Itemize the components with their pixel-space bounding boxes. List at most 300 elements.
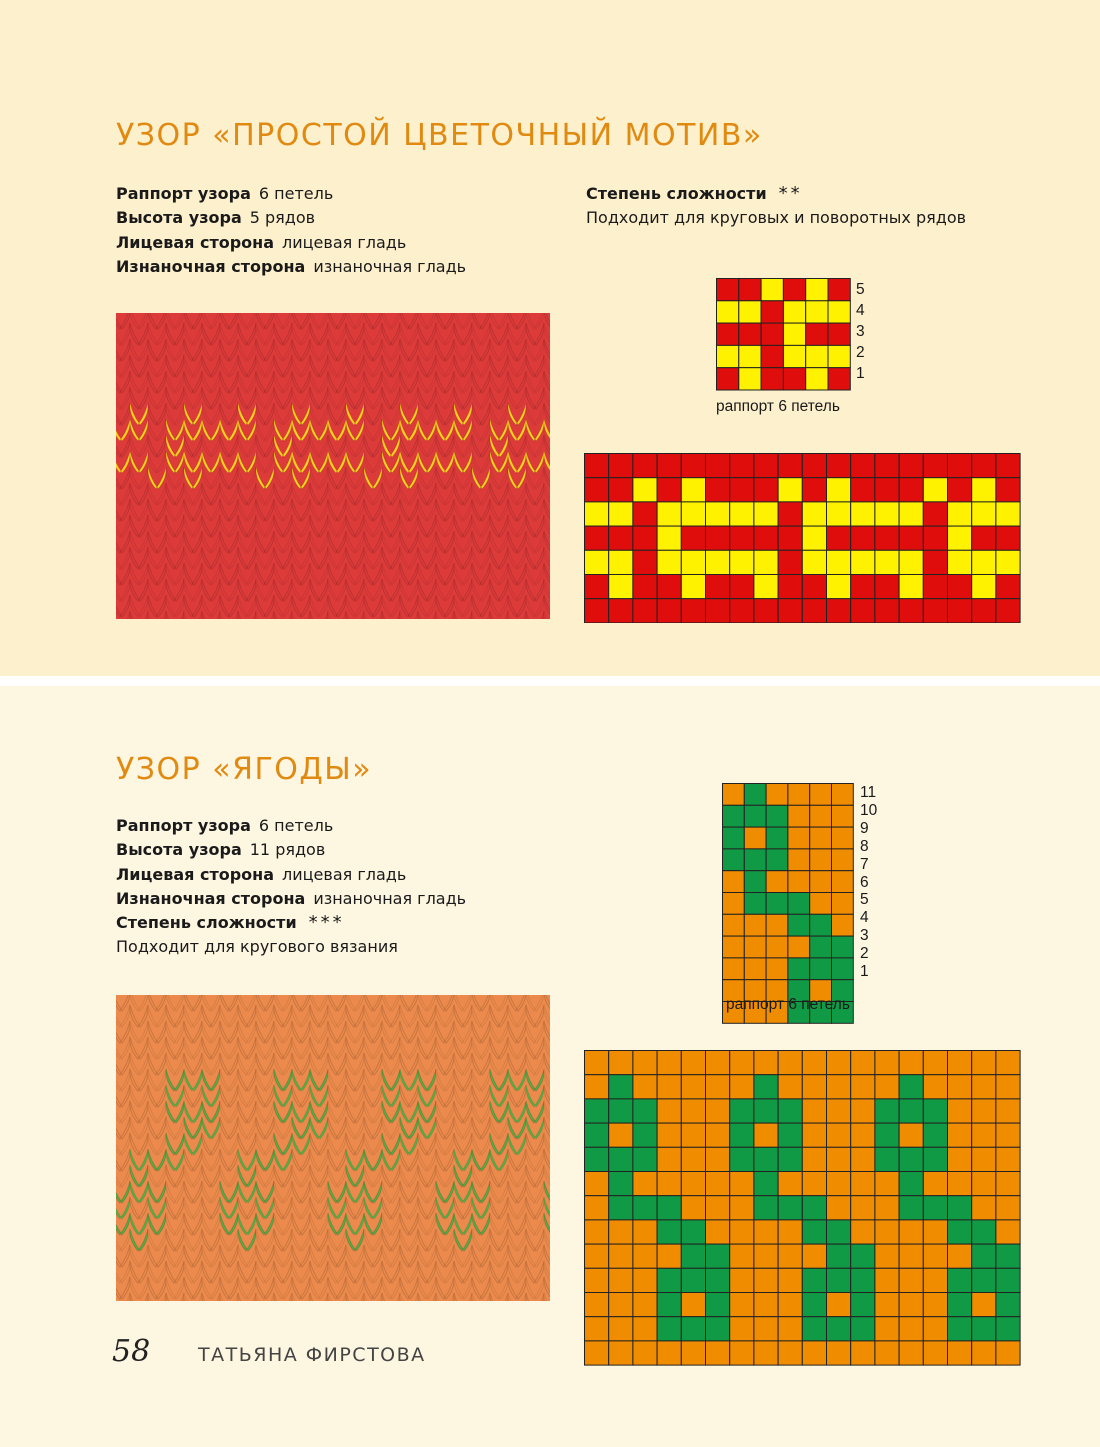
chart-cell [972,478,996,502]
chart-cell [972,1196,996,1220]
spec-value: изнаночная гладь [313,888,467,908]
chart-cell [851,454,875,478]
chart-cell [609,1293,633,1317]
chart-cell [778,550,802,574]
chart-cell [972,1268,996,1292]
chart-cell [681,454,705,478]
chart-cell [802,1051,826,1075]
chart-cell [832,827,854,849]
chart-cell [657,1244,681,1268]
chart-cell [744,805,766,827]
chart-cell [657,1123,681,1147]
chart-cell [806,301,828,323]
chart-cell [923,1268,947,1292]
chart-cell [802,1172,826,1196]
chart-cell [832,958,854,980]
chart-cell [754,1123,778,1147]
chart-cell [996,550,1020,574]
spec-label: Высота узора [116,840,242,860]
chart-cell [633,478,657,502]
chart-cell [832,893,854,915]
chart-cell [806,323,828,345]
chart-cell [875,1317,899,1341]
chart-cell [706,1172,730,1196]
chart-cell [633,1220,657,1244]
chart-cell [754,1293,778,1317]
chart-cell [754,1172,778,1196]
chart-cell [851,478,875,502]
chart-cell [730,478,754,502]
chart-cell [766,893,788,915]
chart-cell [875,1341,899,1365]
chart-cell [827,575,851,599]
row-number: 3 [860,927,869,945]
pattern-1-title: УЗОР «ПРОСТОЙ ЦВЕТОЧНЫЙ МОТИВ» [116,118,763,153]
chart-cell [706,1051,730,1075]
chart-cell [827,1051,851,1075]
chart-cell [657,1317,681,1341]
chart-cell [609,1051,633,1075]
chart-cell [754,1268,778,1292]
chart-cell [810,936,832,958]
chart-cell [828,323,850,345]
chart-cell [802,1075,826,1099]
chart-cell [754,478,778,502]
chart-cell [923,1123,947,1147]
chart-cell [827,1196,851,1220]
chart-cell [899,1172,923,1196]
chart-cell [972,1051,996,1075]
chart-cell [609,1317,633,1341]
chart-cell [996,1147,1020,1171]
knit-sample-photo-2 [116,995,550,1301]
chart-cell [761,301,783,323]
chart-cell [609,1196,633,1220]
difficulty-label: Степень сложности [586,184,767,203]
chart-cell [609,478,633,502]
chart-cell [875,1147,899,1171]
rapport-caption-2: раппорт 6 петель [726,996,850,1013]
chart-cell [706,1341,730,1365]
chart-cell [681,1147,705,1171]
chart-cell [802,1268,826,1292]
row-number: 5 [856,281,865,298]
chart-cell [832,936,854,958]
chart-cell [739,279,761,301]
chart-cell [996,454,1020,478]
chart-cell [766,827,788,849]
chart-cell [633,550,657,574]
chart-cell [806,279,828,301]
chart-cell [802,1341,826,1365]
chart-cell [899,478,923,502]
spec-label: Раппорт узора [116,816,251,835]
chart-cell [730,1099,754,1123]
chart-cell [923,454,947,478]
chart-cell [744,893,766,915]
chart-cell [778,502,802,526]
chart-cell [633,502,657,526]
chart-cell [802,478,826,502]
chart-cell [744,958,766,980]
chart-cell [851,1220,875,1244]
chart-cell [948,502,972,526]
section-divider [0,676,1100,686]
chart-cell [609,550,633,574]
chart-cell [875,1220,899,1244]
chart-cell [744,936,766,958]
chart-cell [875,1196,899,1220]
chart-cell [948,1123,972,1147]
chart-cell [633,526,657,550]
chart-cell [730,1172,754,1196]
chart-cell [923,1075,947,1099]
chart-cell [899,1123,923,1147]
chart-cell [717,279,739,301]
chart-cell [948,575,972,599]
chart-cell [754,1147,778,1171]
spec-value: 5 рядов [249,208,316,228]
chart-cell [766,784,788,806]
chart-cell [923,1051,947,1075]
chart-cell [899,1268,923,1292]
chart-cell [996,1268,1020,1292]
chart-cell [923,550,947,574]
chart-cell [609,599,633,623]
chart-cell [681,1051,705,1075]
spec-label: Изнаночная сторона [116,256,306,276]
spec-row-difficulty [116,911,466,935]
suitability-note: Подходит для кругового вязания [116,937,398,957]
chart-cell [948,526,972,550]
chart-cell [609,502,633,526]
chart-cell [996,1075,1020,1099]
chart-cell [923,502,947,526]
chart-cell [899,1099,923,1123]
spec-label: Раппорт узора [116,184,251,203]
chart-cell [657,575,681,599]
chart-cell [948,1099,972,1123]
chart-cell [996,1099,1020,1123]
row-number: 4 [860,909,869,927]
chart-cell [783,345,805,367]
chart-cell [875,502,899,526]
chart-cell [810,805,832,827]
chart-cell [706,1147,730,1171]
chart-cell [585,1293,609,1317]
chart-cell [923,575,947,599]
chart-cell [730,1293,754,1317]
chart-cell [723,893,745,915]
chart-cell [996,526,1020,550]
row-number: 1 [860,963,869,980]
chart-cell [972,575,996,599]
chart-cell [730,454,754,478]
chart-cell [899,502,923,526]
chart-cell [832,871,854,893]
chart-cell [633,575,657,599]
chart-cell [778,1268,802,1292]
chart-cell [754,1075,778,1099]
chart-cell [851,575,875,599]
rapport-chart-2 [722,783,854,1024]
chart-cell [972,1293,996,1317]
chart-cell [851,1268,875,1292]
chart-cell [851,1147,875,1171]
spec-row-rapport [116,814,466,838]
spec-value: 11 рядов [249,840,326,860]
chart-cell [899,575,923,599]
chart-cell [754,599,778,623]
knit-texture [116,995,550,1301]
chart-cell [806,345,828,367]
chart-cell [681,1341,705,1365]
chart-cell [827,1220,851,1244]
chart-cell [788,827,810,849]
chart-cell [802,599,826,623]
chart-cell [948,550,972,574]
chart-cell [730,1268,754,1292]
chart-cell [706,575,730,599]
chart-cell [681,478,705,502]
chart-cell [754,575,778,599]
difficulty-stars: *** [308,912,345,934]
chart-cell [778,1099,802,1123]
chart-cell [730,502,754,526]
chart-cell [717,301,739,323]
full-chart-1 [584,453,1021,623]
chart-cell [948,1196,972,1220]
chart-cell [923,1196,947,1220]
chart-cell [706,502,730,526]
chart-cell [802,454,826,478]
chart-cell [783,279,805,301]
chart-cell [802,1293,826,1317]
chart-cell [609,1220,633,1244]
chart-cell [778,1341,802,1365]
chart-cell [706,1220,730,1244]
chart-cell [996,502,1020,526]
chart-cell [972,1172,996,1196]
chart-cell [744,849,766,871]
chart-cell [761,345,783,367]
chart-cell [633,1244,657,1268]
spec-row-height [116,206,466,230]
chart-cell [827,1147,851,1171]
chart-cell [706,1099,730,1123]
chart-cell [996,1244,1020,1268]
chart-cell [923,478,947,502]
chart-cell [761,323,783,345]
spec-row-back [116,887,466,911]
chart-cell [851,1123,875,1147]
chart-cell [899,1317,923,1341]
chart-cell [802,502,826,526]
chart-cell [706,1293,730,1317]
chart-cell [723,805,745,827]
chart-cell [744,871,766,893]
chart-cell [657,599,681,623]
chart-cell [681,1220,705,1244]
chart-cell [778,1051,802,1075]
chart-cell [802,1147,826,1171]
chart-cell [761,368,783,390]
chart-cell [899,599,923,623]
pattern-1-difficulty-block [586,182,966,231]
chart-cell [802,1123,826,1147]
chart-cell [802,550,826,574]
chart-cell [923,1172,947,1196]
chart-cell [657,1172,681,1196]
chart-cell [730,575,754,599]
chart-cell [681,1099,705,1123]
chart-cell [706,599,730,623]
chart-cell [717,368,739,390]
chart-cell [851,1099,875,1123]
chart-cell [948,1172,972,1196]
chart-cell [996,1220,1020,1244]
row-number: 4 [856,301,865,319]
chart-cell [875,1293,899,1317]
chart-cell [899,1051,923,1075]
chart-cell [972,1147,996,1171]
spec-row-front [116,231,466,255]
chart-cell [730,550,754,574]
chart-cell [766,958,788,980]
chart-cell [827,1099,851,1123]
chart-cell [948,1341,972,1365]
chart-cell [739,323,761,345]
chart-cell [899,1341,923,1365]
chart-cell [948,454,972,478]
chart-cell [899,1293,923,1317]
difficulty-stars: ** [778,183,803,204]
chart-cell [778,1075,802,1099]
chart-cell [851,1317,875,1341]
row-number: 3 [856,322,865,340]
chart-cell [788,958,810,980]
spec-row-back [116,255,466,279]
chart-cell [681,1172,705,1196]
chart-cell [972,550,996,574]
chart-cell [657,1293,681,1317]
chart-cell [754,1196,778,1220]
chart-cell [609,454,633,478]
chart-cell [766,849,788,871]
chart-cell [827,599,851,623]
chart-cell [609,1341,633,1365]
chart-cell [802,526,826,550]
row-number: 11 [860,784,877,801]
chart-cell [996,1051,1020,1075]
chart-cell [633,1099,657,1123]
chart-cell [948,478,972,502]
chart-cell [788,784,810,806]
chart-cell [585,1172,609,1196]
chart-cell [806,368,828,390]
chart-cell [851,1196,875,1220]
chart-cell [827,1341,851,1365]
chart-cell [585,1123,609,1147]
chart-cell [730,1147,754,1171]
chart-cell [948,1317,972,1341]
chart-cell [923,1341,947,1365]
chart-cell [948,599,972,623]
chart-cell [730,1075,754,1099]
chart-cell [778,478,802,502]
chart-cell [899,1244,923,1268]
chart-cell [802,1244,826,1268]
chart-cell [754,526,778,550]
chart-cell [657,526,681,550]
chart-cell [706,1123,730,1147]
chart-cell [778,1123,802,1147]
pattern-2-specs [116,814,466,960]
chart-cell [681,599,705,623]
chart-cell [609,526,633,550]
chart-cell [948,1268,972,1292]
chart-cell [739,368,761,390]
chart-cell [633,1147,657,1171]
chart-cell [948,1051,972,1075]
chart-cell [851,599,875,623]
chart-cell [633,1172,657,1196]
chart-cell [754,1220,778,1244]
chart-cell [657,1051,681,1075]
chart-cell [827,550,851,574]
author-name: ТАТЬЯНА ФИРСТОВА [198,1344,426,1366]
chart-cell [783,301,805,323]
chart-cell [778,1317,802,1341]
chart-cell [730,1244,754,1268]
chart-cell [972,1220,996,1244]
chart-cell [585,599,609,623]
chart-cell [633,599,657,623]
full-chart-2 [584,1050,1021,1366]
chart-cell [832,849,854,871]
chart-cell [585,454,609,478]
chart-cell [657,1099,681,1123]
chart-cell [585,1075,609,1099]
chart-cell [681,575,705,599]
chart-cell [788,893,810,915]
chart-cell [923,1147,947,1171]
chart-cell [609,1244,633,1268]
chart-cell [717,323,739,345]
chart-cell [810,849,832,871]
spec-value: изнаночная гладь [313,256,467,276]
chart-cell [730,1051,754,1075]
chart-cell [788,805,810,827]
chart-cell [706,1268,730,1292]
chart-cell [633,1196,657,1220]
chart-cell [657,1147,681,1171]
chart-cell [996,478,1020,502]
chart-cell [875,1051,899,1075]
chart-cell [832,805,854,827]
chart-cell [851,550,875,574]
spec-row-rapport [116,182,466,206]
chart-cell [875,599,899,623]
chart-cell [851,1293,875,1317]
chart-cell [875,1075,899,1099]
chart-cell [972,1341,996,1365]
chart-cell [923,526,947,550]
chart-cell [828,279,850,301]
chart-cell [754,550,778,574]
chart-cell [681,1293,705,1317]
chart-cell [681,1268,705,1292]
